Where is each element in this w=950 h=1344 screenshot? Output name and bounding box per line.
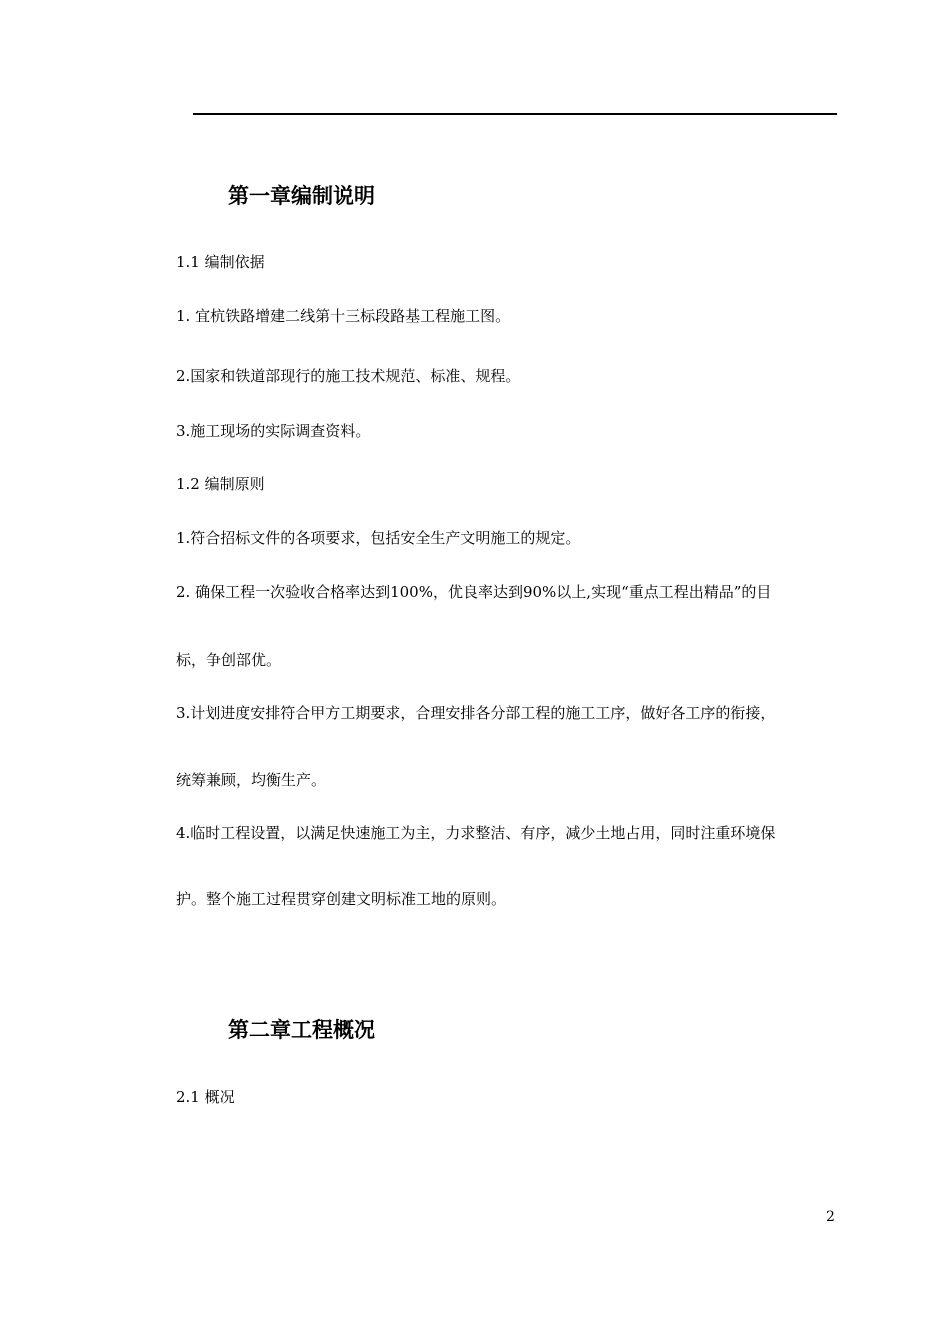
principle-item-3-line-2: 统筹兼顾，均衡生产。 bbox=[176, 771, 327, 789]
basis-item-2: 2.国家和铁道部现行的施工技术规范、标准、规程。 bbox=[176, 367, 521, 385]
header-rule bbox=[193, 113, 837, 115]
principle-item-4-line-1: 4.临时工程设置，以满足快速施工为主，力求整洁、有序，减少土地占用，同时注重环境保 bbox=[176, 824, 776, 842]
page-number: 2 bbox=[826, 1209, 835, 1225]
basis-item-3: 3.施工现场的实际调查资料。 bbox=[176, 422, 371, 440]
section-heading-1-1: 1.1 编制依据 bbox=[176, 253, 265, 271]
chapter-title-2: 第二章工程概况 bbox=[228, 1018, 375, 1042]
principle-item-4-line-2: 护。整个施工过程贯穿创建文明标准工地的原则。 bbox=[176, 890, 507, 908]
principle-item-2-line-1: 2. 确保工程一次验收合格率达到100%，优良率达到90%以上,实现“重点工程出精品”的目 bbox=[176, 583, 772, 601]
chapter-title-1: 第一章编制说明 bbox=[228, 184, 375, 208]
basis-item-1: 1. 宜杭铁路增建二线第十三标段路基工程施工图。 bbox=[176, 307, 511, 325]
principle-item-1: 1.符合招标文件的各项要求，包括安全生产文明施工的规定。 bbox=[176, 529, 581, 547]
principle-item-3-line-1: 3.计划进度安排符合甲方工期要求，合理安排各分部工程的施工工序，做好各工序的衔接， bbox=[176, 704, 776, 722]
principle-item-2-line-2: 标，争创部优。 bbox=[176, 651, 282, 669]
section-heading-1-2: 1.2 编制原则 bbox=[176, 475, 265, 493]
section-heading-2-1: 2.1 概况 bbox=[176, 1088, 235, 1106]
